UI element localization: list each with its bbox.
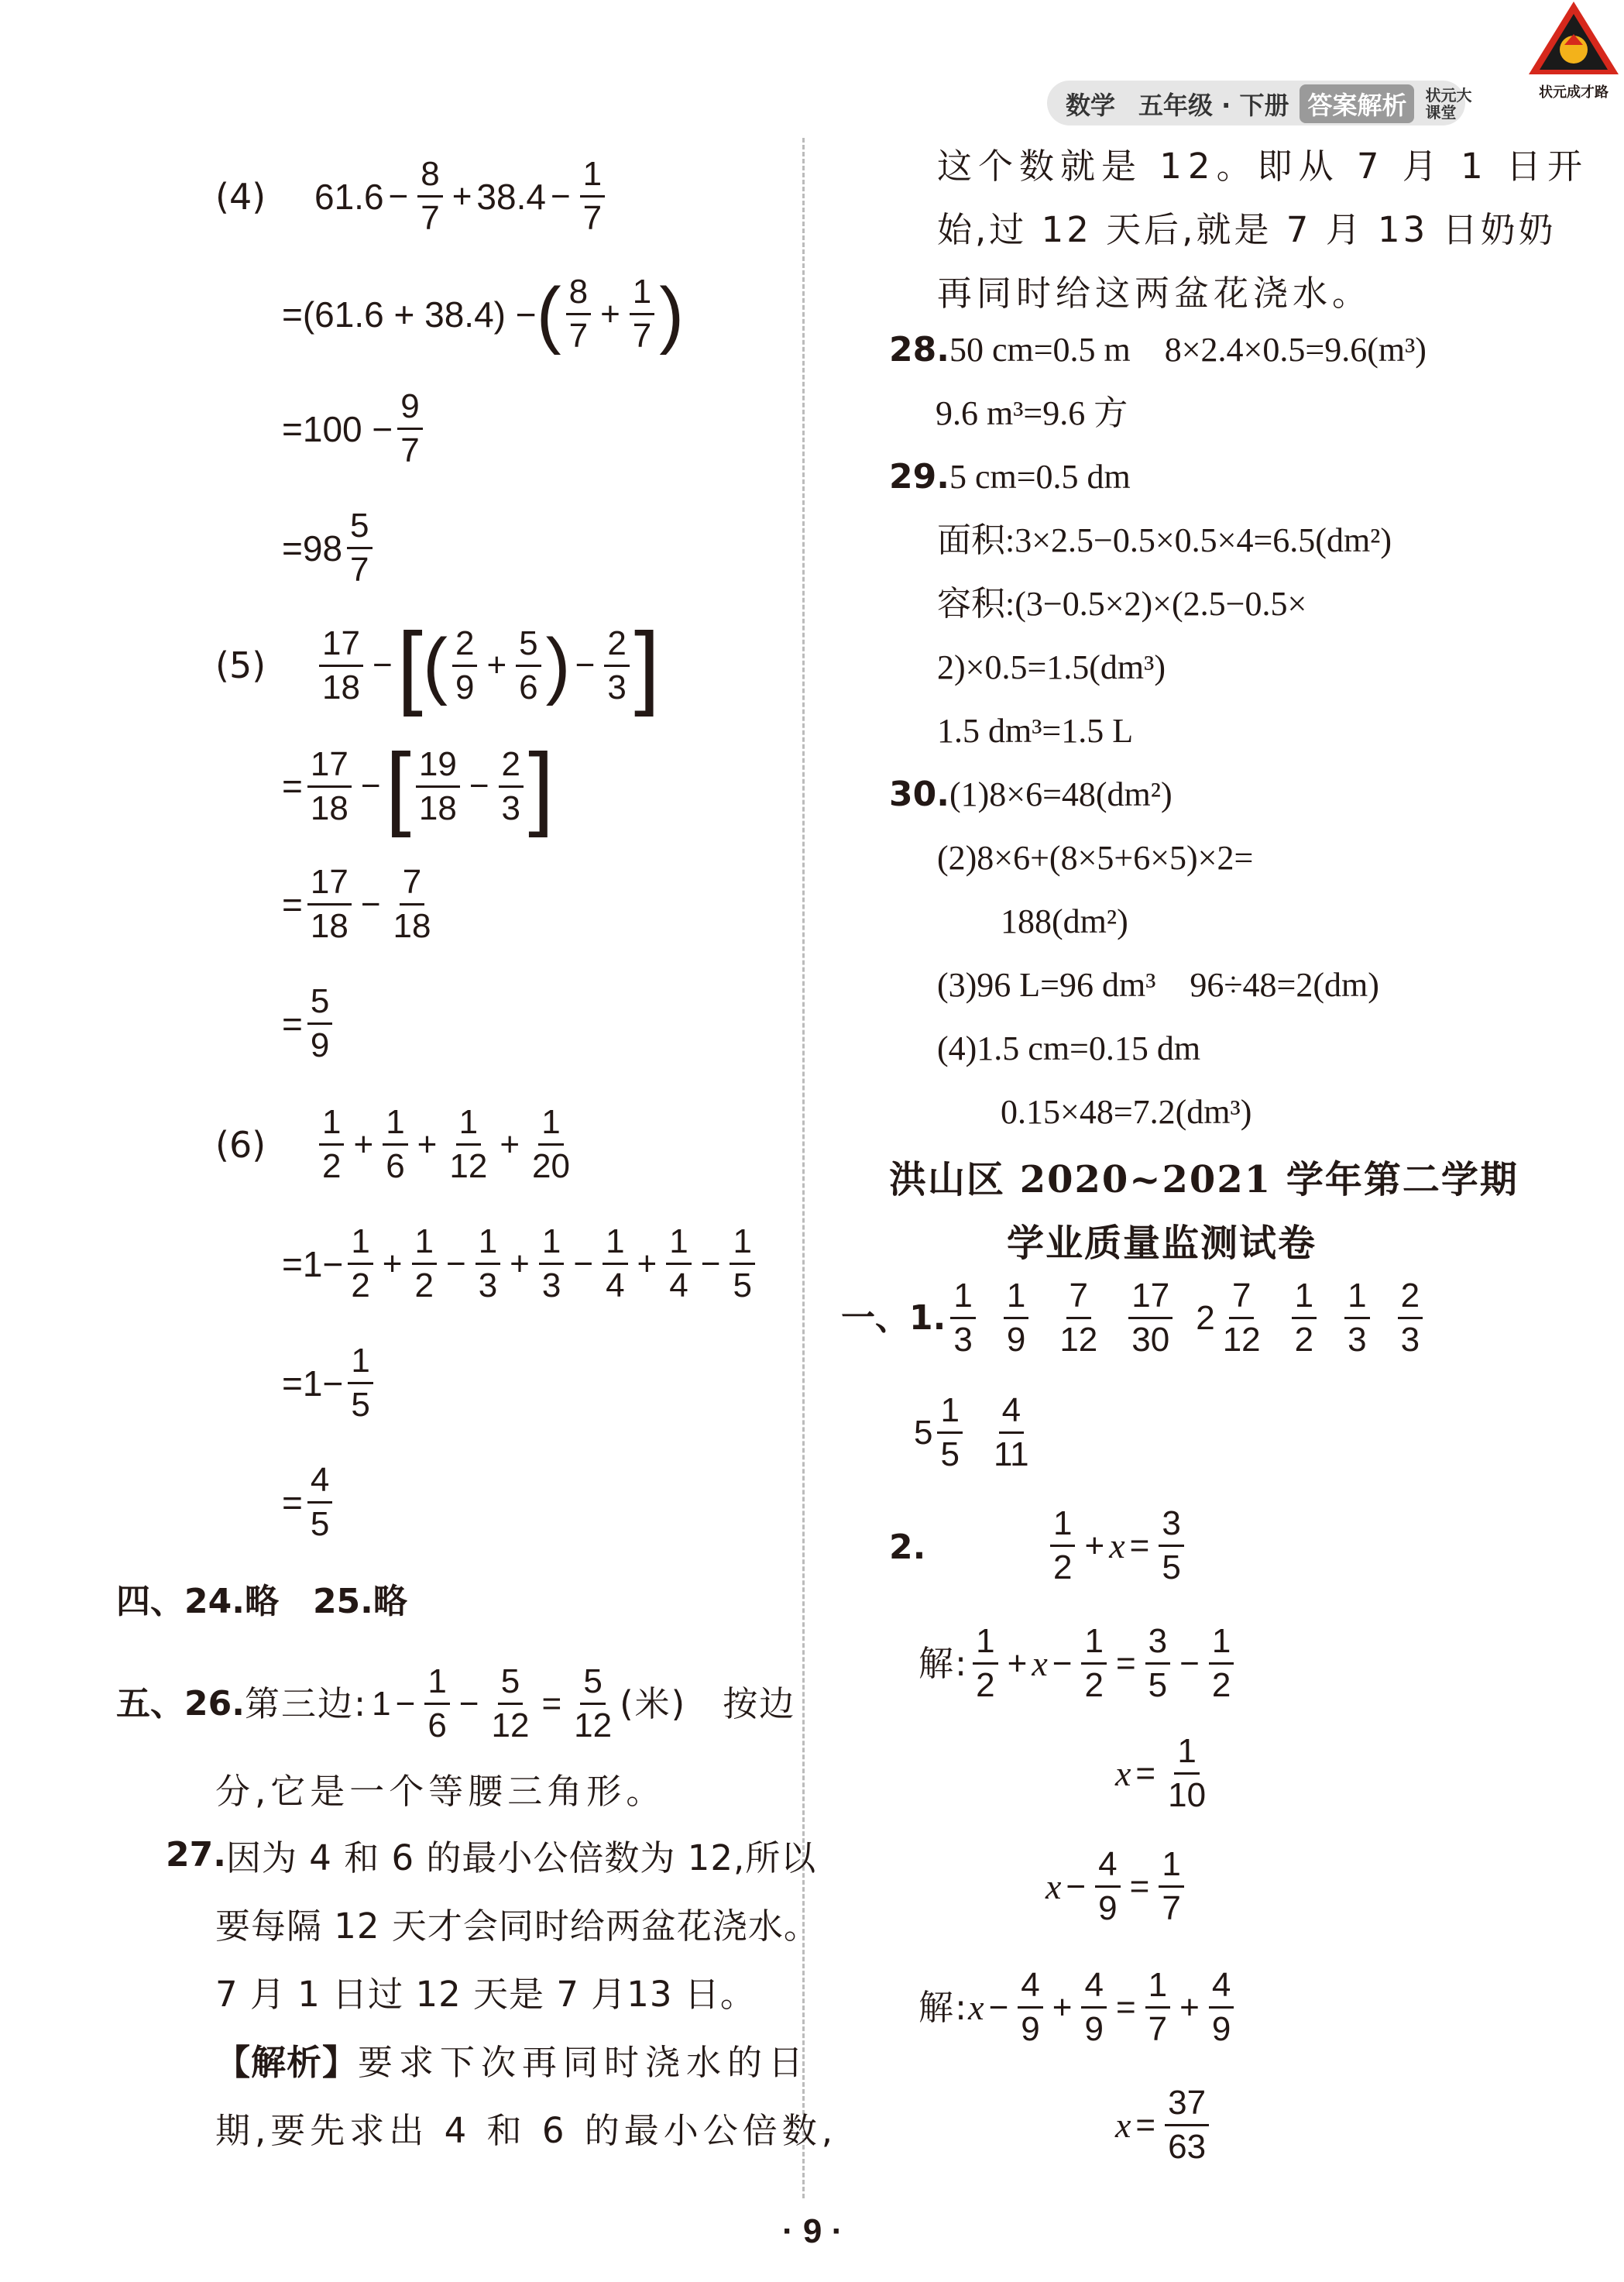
p4-line1: (4) 61.6 − $\frac{8}{7}$ + 38.4 − $\frac{1}{7}$ [215,155,609,238]
logo-text: 状元成才路 [1539,84,1609,101]
s2-eq4: x − $\frac{4}{9}$ = $\frac{1}{7}$ [1045,1845,1189,1928]
q27-line5: 期,要先求出 4 和 6 的最小公倍数, [215,2110,838,2151]
p6-line3: =1− $\frac{1}{5}$ [282,1342,378,1425]
s2-eq6: x = $\frac{37}{63}$ [1115,2084,1214,2167]
p4-l2-pre: =(61.6 + 38.4) − [282,294,537,335]
p4-line4: =98 $\frac{5}{7}$ [282,507,377,589]
s2-label: 2. [889,1528,926,1567]
q30-line5: (4)1.5 cm=0.15 dm [937,1029,1201,1067]
s2-eq2: 解: $\frac{1}{2}$ + x − $\frac{1}{2}$ = $\frac{3}{5}$ − $\frac{1}{2}$ [918,1622,1238,1705]
exam-subtitle: 学业质量监测试卷 [1007,1222,1317,1265]
p4-line3: =100 − $\frac{9}{7}$ [282,387,427,470]
p5-line4: = $\frac{5}{9}$ [282,982,337,1065]
q28-line2: 9.6 m³=9.6 方 [936,394,1128,432]
exam-title: 洪山区 2020~2021 学年第二学期 [889,1158,1519,1201]
header-tag: 答案解析 [1300,84,1414,123]
p6-line4: = $\frac{4}{5}$ [282,1461,337,1544]
q30-line4: (3)96 L=96 dm³ 96÷48=2(dm) [937,966,1379,1004]
s2-eq3: x = $\frac{1}{10}$ [1115,1732,1207,1814]
cont-line3: 再同时给这两盆花浇水。 [937,273,1372,314]
p4-a: 61.6 [314,176,384,217]
header-brand-small: 状元大课堂 [1425,86,1472,122]
p6-label: (6) [215,1123,266,1166]
q29-line2: 面积:3×2.5−0.5×0.5×4=6.5(dm²) [937,521,1392,559]
q27-line1: 27. 因为 4 和 6 的最小公倍数为 12,所以 [166,1835,817,1878]
cont-line2: 始,过 12 天后,就是 7 月 13 日奶奶 [937,209,1557,250]
p5-line2: = $\frac{17}{18}$ − [ $\frac{19}{18}$ − $\frac{2}{3}$ ] [282,734,554,838]
header-grade: 五年级 · 下册 [1138,91,1289,120]
p5-line1: (5) $\frac{17}{18}$ − [ ( $\frac{2}{9}$ + $\frac{5}{6}$ ) − $\frac{2}{3}$ ] [215,613,661,717]
s2-eq5: 解: x − $\frac{4}{9}$ + $\frac{4}{9}$ = $\frac{1}{7}$ + $\frac{4}{9}$ [918,1966,1238,2049]
p4-b: 38.4 [476,176,546,217]
p4-label: (4) [215,175,266,218]
q29-line4: 2)×0.5=1.5(dm³) [937,648,1166,686]
header-info [1066,85,1479,122]
q30-line3: 188(dm²) [1001,902,1128,940]
s1-line1: 一、1. $\frac{1}{3}$ $\frac{1}{9}$ $\frac{7}{12}$ $\frac{17}{30}$ 2 $\frac{7}{12}$ $\frac{1}{2}$ $\frac{1}{3}$ $\frac{2}{3}$ [841,1277,1427,1359]
q26-line1: 五、26. 第三边: 1 − $\frac{1}{6}$ − $\frac{5}{12}$ = $\frac{5}{12}$ (米) 按边 [116,1662,796,1744]
p4-frac2: $\frac{1}{7}$ [580,155,605,238]
q30-line6: 0.15×48=7.2(dm³) [1001,1093,1252,1131]
q27-line2: 要每隔 12 天才会同时给两盆花浇水。 [215,1906,819,1947]
q29-line1: 29. 5 cm=0.5 dm [889,457,1131,497]
q24-25: 四、24.略 25.略 [116,1582,407,1621]
cont-line1: 这个数就是 12。即从 7 月 1 日开 [937,146,1589,187]
s2-eq1: $\frac{1}{2}$ + x = $\frac{3}{5}$ [1045,1504,1189,1587]
column-divider [802,138,805,2198]
q29-line5: 1.5 dm³=1.5 L [937,712,1134,750]
s1-line2: 5 $\frac{1}{5}$ $\frac{4}{11}$ [914,1391,1029,1473]
q30-line1: 30. (1)8×6=48(dm²) [889,775,1173,814]
p6-line1: (6) $\frac{1}{2}$ + $\frac{1}{6}$ + $\frac{1}{12}$ + $\frac{1}{20}$ [215,1103,570,1185]
q27-line3: 7 月 1 日过 12 天是 7 月13 日。 [215,1974,756,2015]
q26-line2: 分,它是一个等腰三角形。 [215,1771,666,1812]
page-number: · 9 · [782,2212,843,2250]
header-subject: 数学 [1066,91,1116,120]
brand-logo [1527,0,1620,101]
q28-line1: 28. 50 cm=0.5 m 8×2.4×0.5=9.6(m³) [889,330,1427,369]
p4-line2: =(61.6 + 38.4) − ( $\frac{8}{7}$ + $\frac{1}{7}$ ) [282,272,685,356]
q29-line3: 容积:(3−0.5×2)×(2.5−0.5× [937,585,1307,623]
q30-line2: (2)8×6+(8×5+6×5)×2= [937,839,1254,877]
q27-line4: 【解析】 要求下次再同时浇水的日 [215,2042,810,2083]
p5-label: (5) [215,644,266,686]
p4-frac1: $\frac{8}{7}$ [417,155,442,238]
p6-line2: =1− $\frac{1}{2}$ + $\frac{1}{2}$ − $\frac{1}{3}$ + $\frac{1}{3}$ − $\frac{1}{4}$ + $\frac{1}{4}$ − $\frac{1}{5}$ [282,1222,760,1305]
logo-triangle-icon [1527,0,1620,77]
p5-line3: = $\frac{17}{18}$ − $\frac{7}{18}$ [282,863,431,945]
